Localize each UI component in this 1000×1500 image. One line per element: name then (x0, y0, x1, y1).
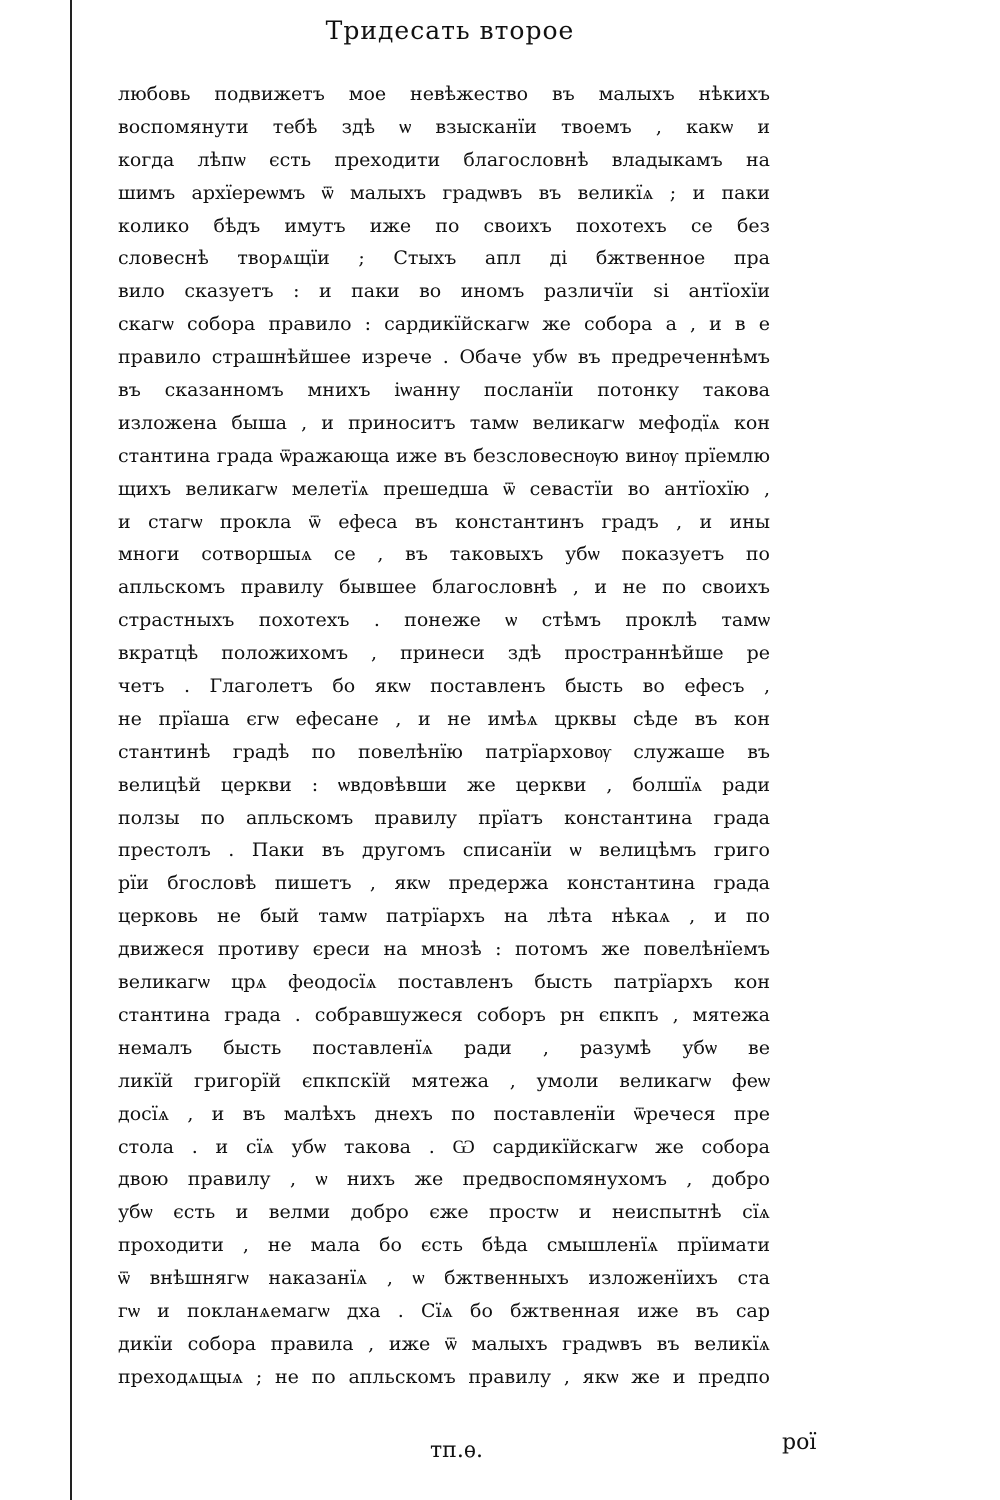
text-line: стантина града . собравшужеся соборъ рн єпкпъ , мятежа (118, 1003, 770, 1026)
text-line: многи сотворшыѧ се , въ таковыхъ убѡ показуетъ по (118, 543, 770, 566)
text-line: преходѧщыѧ ; не по апльскомъ правилу , якѡ же и предпо (118, 1365, 770, 1388)
text-line: велицѣй церкви : ѡвдовѣвши же церкви , болшїѧ ради (118, 773, 770, 796)
text-line: вкратцѣ положихомъ , принеси здѣ пространнѣйше ре (118, 642, 770, 665)
text-line: ползы по апльскомъ правилу прїатъ константина града (118, 806, 770, 829)
text-line: стантинѣ градѣ по повелѣнїю патрїарховѹ служаше въ (118, 740, 770, 763)
text-line: убѡ єсть и велми добро єже простѡ и неиспытнѣ сїѧ (118, 1201, 770, 1224)
text-line: дикїи собора правила , иже ѿ малыхъ градѡвъ въ великїѧ (118, 1332, 770, 1355)
text-line: проходити , не мала бо єсть бѣда смышленїѧ прїимати (118, 1234, 770, 1257)
text-line: ликїй григорїй єпкпскїй мятежа , умоли великагѡ феѡ (118, 1069, 770, 1092)
body-text (118, 78, 770, 1394)
text-line: когда лѣпѡ єсть преходити благословнѣ владыкамъ на (118, 148, 770, 171)
text-line: изложена быша , и приноситъ тамѡ великагѡ мефодїѧ кон (118, 411, 770, 434)
text-line: двою правилу , ѡ нихъ же предвоспомянухомъ , добро (118, 1168, 770, 1191)
text-line: досїѧ , и въ малѣхъ днехъ по поставленїи ѿречеся пре (118, 1102, 770, 1125)
text-line: гѡ и покланѧемагѡ дха . Сїѧ бо бжтвенная иже въ сар (118, 1299, 770, 1322)
text-line: ѿ внѣшнягѡ наказанїѧ , ѡ бжтвенныхъ изложенїихъ ста (118, 1267, 770, 1290)
text-line: апльскомъ правилу бывшее благословнѣ , и не по своихъ (118, 576, 770, 599)
text-line: любовь подвижетъ мое невѣжество въ малыхъ нѣкихъ (118, 83, 770, 105)
text-line: великагѡ црѧ феодосїѧ поставленъ бысть патрїархъ кон (118, 971, 770, 994)
text-line: стола . и сїѧ убѡ такова . Ѡ сардикїйскагѡ же собора (118, 1135, 770, 1158)
text-line: скагѡ собора правило : сардикїйскагѡ же собора а , и в е (118, 313, 770, 336)
text-line: въ сказанномъ мнихъ іѡанну посланїи потонку такова (118, 379, 770, 402)
text-line: страстныхъ похотехъ . понеже ѡ стѣмъ проклѣ тамѡ (118, 609, 770, 632)
text-line: шимъ архїереѡмъ ѿ малыхъ градѡвъ въ великїѧ ; и паки (118, 181, 770, 204)
text-line: воспомянути тебѣ здѣ ѡ взысканїи твоемъ , какѡ и (118, 115, 770, 138)
text-line: четъ . Глаголетъ бо якѡ поставленъ бысть во ефесъ , (118, 675, 770, 698)
text-line: немалъ бысть поставленїѧ ради , разумѣ убѡ ве (118, 1036, 770, 1059)
text-line: не прїаша єгѡ ефесане , и не имѣѧ црквы сѣде въ кон (118, 707, 770, 730)
text-line: рїи бгословѣ пишетъ , якѡ предержа константина града (118, 872, 770, 895)
running-head: Тридесать второе (325, 16, 575, 45)
text-line: правило страшнѣйшее изрече . Обаче убѡ въ предреченнѣмъ (118, 346, 770, 369)
text-line: словеснѣ творѧщїи ; Стыхъ апл ді бжтвенное пра (118, 247, 770, 270)
text-line: и стагѡ прокла ѿ ефеса въ константинъ градъ , и ины (118, 510, 770, 533)
text-line: церковь не бый тамѡ патрїархъ на лѣта нѣкаѧ , и по (118, 905, 770, 928)
text-line: движеся противу єреси на мнозѣ : потомъ же повелѣнїемъ (118, 938, 770, 961)
text-line: вило сказуетъ : и паки во иномъ различїи ѕі антїохїи (118, 280, 770, 303)
signature-mark: тп.ѳ. (430, 1438, 483, 1463)
folio-number: рої (782, 1430, 817, 1455)
text-line: щихъ великагѡ мелетїѧ прешедша ѿ севастїи во антїохїю , (118, 477, 770, 500)
margin-rule (70, 0, 72, 1500)
text-line: стантина града ѿражающа иже въ безсловеснѹю винѹ прїемлю (118, 444, 770, 467)
text-line: престолъ . Паки въ другомъ списанїи ѡ велицѣмъ григо (118, 839, 770, 862)
text-line: колико бѣдъ имутъ иже по своихъ похотехъ се без (118, 214, 770, 237)
